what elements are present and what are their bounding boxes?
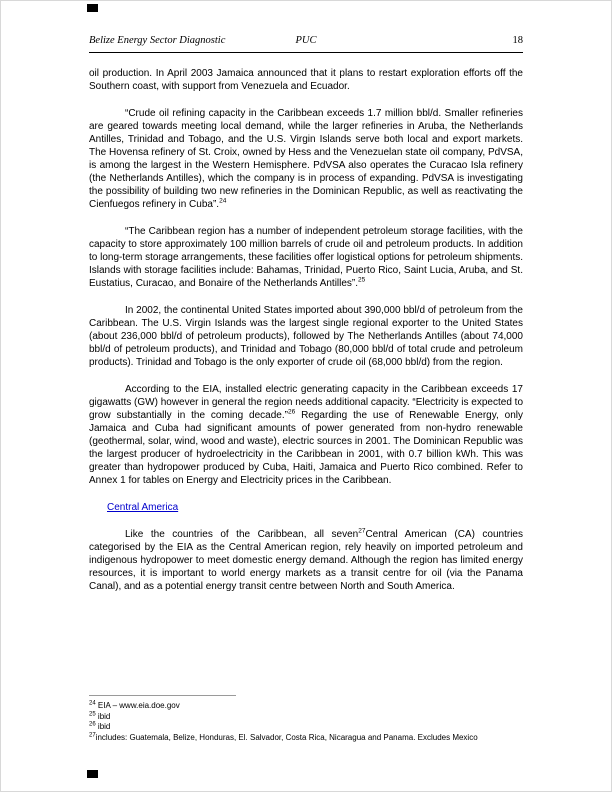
registration-mark-top (87, 4, 98, 12)
footnote-text: ibid (95, 711, 111, 721)
paragraph-text: Central American (CA) countries categorised by the EIA as the Central American region, rely heavily on imported petroleum and indigenous hydropower to meet domestic energy demand. Although the region has limited energy resources, it is important to world energy markets as a transit centre for oil (via the Panama Canal), and as a potential energy transit centre between North and South America. (89, 529, 523, 592)
registration-mark-bottom (87, 770, 98, 778)
header-document-title: Belize Energy Sector Diagnostic (89, 35, 226, 46)
paragraph-text: In 2002, the continental United States imported about 390,000 bbl/d of petroleum from the Caribbean. The U.S. Virgin Islands was the largest single regional exporter to the United States (about 236,000 bbl/d of petroleum products), followed by The Netherlands Antilles (about 74,000 bbl/d of petroleum products), and Trinidad and Tobago (80,000 bbl/d of total crude and petroleum products). Trinidad and Tobago is the only exporter of crude oil (68,000 bbl/d) from the region. (89, 305, 523, 368)
footnote-marker: 27 (89, 731, 96, 738)
page-header (89, 35, 523, 53)
paragraph-text: “Crude oil refining capacity in the Caribbean exceeds 1.7 million bbl/d. Smaller refineries are geared towards meeting local demand, while the larger refineries in Aruba, the Netherlands Antilles, Trinidad and Tobago, and the U.S. Virgin Islands serve both local and export markets. The Hovensa refinery of St. Croix, owned by Hess and the Venezuelan state oil company, PdVSA, is among the largest in the Western Hemisphere. PdVSA also operates the Curacao Isla refinery (the Netherlands Antilles), which the company is in process of expanding. PdVSA is investigating the possibility of building two new refineries in the Dominican Republic, as well as reactivating the Cienfuegos refinery in Cuba”. (89, 108, 523, 210)
paragraph-text: According to the EIA, installed electric generating capacity in the Caribbean exceeds 17 gigawatts (GW) however in general the region needs additional capacity. “Electricity is expected to grow substantially in the coming decade.” (89, 384, 523, 421)
footnote-marker: 26 (287, 408, 296, 416)
footnote-marker: 27 (358, 527, 366, 535)
footnote-text: EIA – www.eia.doe.gov (95, 701, 180, 710)
section-heading-central-america: Central America (107, 502, 179, 513)
para-central-america (89, 528, 523, 593)
paragraph-text: “The Caribbean region has a number of independent petroleum storage facilities, with the capacity to store approximately 100 million barrels of crude oil and petroleum products. In addition to long-term storage arrangements, these facilities offer logistical options for petroleum shipments. Islands with storage facilities include: Bahamas, Trinidad, Puerto Rico, Saint Lucia, Aruba, and St. Eustatius, Curacao, and Bonaire of the Netherlands Antilles”. (89, 226, 523, 289)
footnote-marker: 25 (358, 276, 366, 284)
footnotes (89, 695, 523, 743)
para-exploration (89, 67, 523, 93)
footnote-marker: 25 (89, 710, 96, 717)
footnotes-list (89, 701, 523, 743)
footnote (89, 701, 523, 712)
para-us-imports (89, 304, 523, 369)
para-storage-facilities (89, 225, 523, 290)
footnote-marker: 24 (219, 197, 227, 205)
footnote-marker: 24 (89, 700, 96, 707)
header-page-number: 18 (512, 35, 523, 46)
body-content (89, 67, 523, 607)
footnote (89, 733, 523, 744)
footnote (89, 712, 523, 723)
footnote-text: includes: Guatemala, Belize, Honduras, El. Salvador, Costa Rica, Nicaragua and Panama. Excludes Mexico (95, 732, 478, 742)
footnote-separator (89, 695, 236, 696)
paragraph-text: Regarding the use of Renewable Energy, only Jamaica and Cuba had significant amounts of power generated from non-hydro renewable (geothermal, solar, wind, wood and waste), electric sources in 2001. The Dominican Republic was the largest producer of hydroelectricity in the Caribbean in 2001, with 0.7 billion kWh. This was greater than hydropower produced by Cuba, Haiti, Jamaica and Puerto Rico combined. Refer to Annex 1 for tables on Energy and Electricity prices in the Caribbean. (89, 410, 523, 486)
para-electric-capacity (89, 383, 523, 487)
paragraph-text: oil production. In April 2003 Jamaica announced that it plans to restart exploration efforts off the Southern coast, with support from Venezuela and Ecuador. (89, 68, 523, 92)
header-section-title: PUC (295, 35, 317, 46)
para-refining-capacity (89, 107, 523, 211)
footnote-marker: 26 (89, 721, 96, 728)
footnote (89, 722, 523, 733)
footnote-text: ibid (95, 722, 111, 731)
paragraph-text: Like the countries of the Caribbean, all seven (125, 529, 359, 540)
